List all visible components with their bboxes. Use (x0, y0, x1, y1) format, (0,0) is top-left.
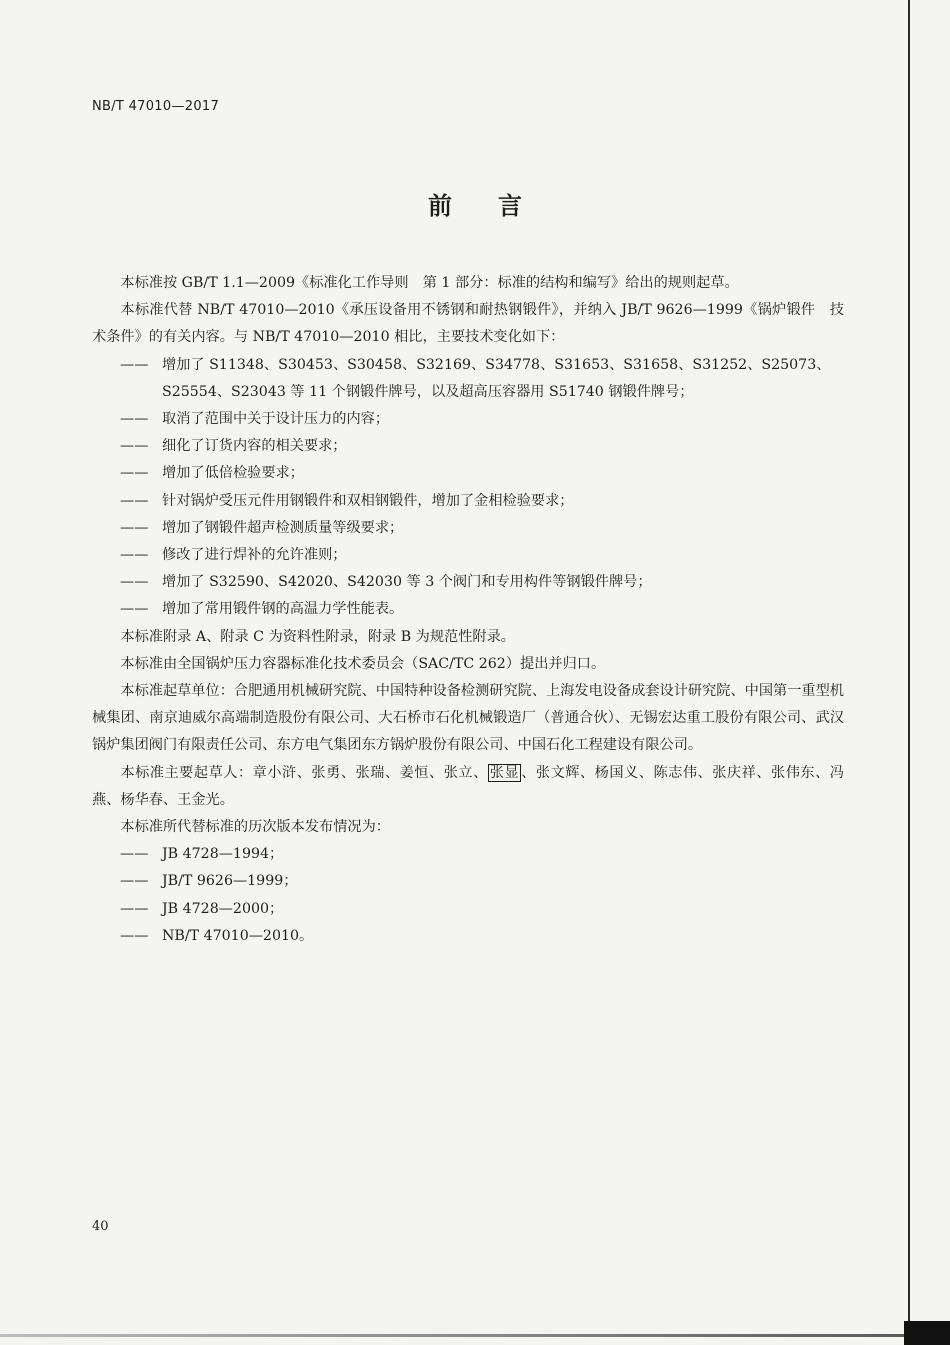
list-item-text: 增加了常用锻件钢的高温力学性能表。 (162, 601, 404, 618)
boxed-drafter-name: 张显 (489, 764, 520, 781)
paragraph-drafters (92, 760, 844, 814)
list-dash: —— (120, 927, 149, 944)
paragraph-committee: 本标准由全国锅炉压力容器标准化技术委员会（SAC/TC 262）提出并归口。 (120, 655, 606, 672)
list-item-text: 修改了进行焊补的允许准则； (162, 547, 347, 564)
list-dash: —— (120, 465, 149, 482)
list-item-text: NB/T 47010—2010。 (162, 927, 314, 944)
list-item (92, 515, 844, 542)
list-item-text: 细化了订货内容的相关要求； (162, 438, 347, 455)
list-dash: —— (120, 601, 149, 618)
list-item (92, 433, 844, 460)
drafters-text-end: 、张文辉、杨国义、陈志伟、张庆祥、张伟东、冯燕、杨华春、王金光。 (92, 764, 844, 808)
list-item-text: 取消了范围中关于设计压力的内容； (162, 411, 390, 428)
list-dash: —— (120, 438, 149, 455)
paragraph-drafting-units: 本标准起草单位：合肥通用机械研究院、中国特种设备检测研究院、上海发电设备成套设计研究院、中国第一重型机械集团、南京迪威尔高端制造股份有限公司、大石桥市石化机械锻造厂（普通合伙）、无锡宏达重工股份有限公司、武汉锅炉集团阀门有限责任公司、东方电气集团东方锅炉股份有限公司、中国石化工程建设有限公司。 (92, 683, 844, 754)
drafters-text-start: 本标准主要起草人：章小浒、张勇、张瑞、姜恒、张立、 (120, 764, 488, 781)
list-dash: —— (120, 900, 149, 917)
list-item (92, 352, 844, 406)
paragraph-appendix: 本标准附录 A、附录 C 为资料性附录，附录 B 为规范性附录。 (120, 628, 515, 645)
list-item (92, 460, 844, 487)
list-item-text: 增加了低倍检验要求； (162, 465, 304, 482)
list-item (92, 868, 844, 895)
list-item-text: 增加了 S11348、S30453、S30458、S32169、S34778、S31653、S31658、S31252、S25073、S25554、S23043 等 11 个钢锻件牌号，以及超高压容器用 S51740 钢锻件牌号； (162, 356, 831, 400)
list-dash: —— (120, 356, 149, 373)
list-item-text: JB 4728—2000； (162, 900, 284, 917)
history-list (92, 841, 844, 950)
list-item (92, 406, 844, 433)
list-item (92, 896, 844, 923)
list-dash: —— (120, 873, 149, 890)
list-item-text: 增加了 S32590、S42020、S42030 等 3 个阀门和专用构件等钢锻件牌号； (162, 574, 652, 591)
list-item-text: 针对锅炉受压元件用钢锻件和双相钢锻件，增加了金相检验要求； (162, 492, 574, 509)
scan-edge-right (908, 0, 910, 1345)
list-item-text: JB 4728—1994； (162, 846, 284, 863)
paragraph-history-intro: 本标准所代替标准的历次版本发布情况为： (120, 819, 390, 836)
list-item (92, 488, 844, 515)
list-dash: —— (120, 519, 149, 536)
preface-body (92, 270, 844, 950)
paragraph-replacement: 本标准代替 NB/T 47010—2010《承压设备用不锈钢和耐热钢锻件》，并纳入 JB/T 9626—1999《锅炉锻件 技术条件》的有关内容。与 NB/T 47010—2010 相比，主要技术变化如下： (92, 302, 844, 346)
list-item (92, 569, 844, 596)
changes-list (92, 352, 844, 624)
list-dash: —— (120, 846, 149, 863)
list-item (92, 596, 844, 623)
list-item-text: JB/T 9626—1999； (162, 873, 298, 890)
page-number: 40 (92, 1219, 109, 1234)
list-item-text: 增加了钢锻件超声检测质量等级要求； (162, 519, 404, 536)
list-dash: —— (120, 411, 149, 428)
scan-edge-corner (904, 1321, 950, 1345)
standard-code: NB/T 47010—2017 (92, 99, 220, 114)
list-dash: —— (120, 547, 149, 564)
page-title: 前言 (428, 192, 568, 220)
list-dash: —— (120, 492, 149, 509)
list-item (92, 542, 844, 569)
scan-edge-bottom (0, 1334, 910, 1337)
list-item (92, 923, 844, 950)
list-dash: —— (120, 574, 149, 591)
list-item (92, 841, 844, 868)
paragraph-drafting-rules: 本标准按 GB/T 1.1—2009《标准化工作导则 第 1 部分：标准的结构和编写》给出的规则起草。 (120, 275, 739, 291)
